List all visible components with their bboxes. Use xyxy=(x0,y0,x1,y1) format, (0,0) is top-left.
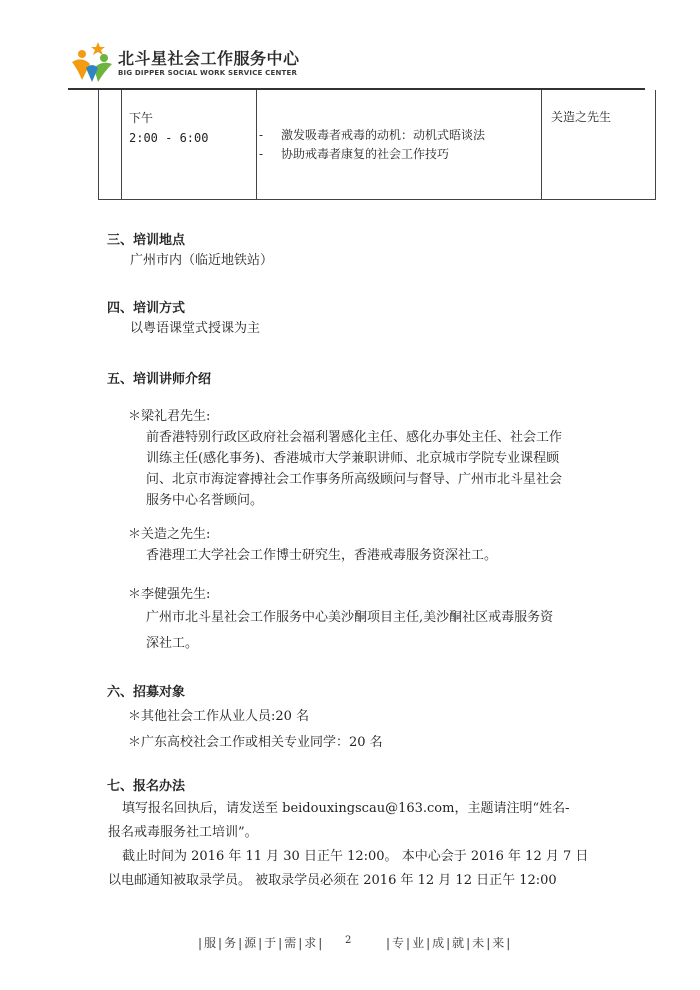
trainer-name: ＊关造之先生: xyxy=(128,527,211,542)
location-text: 广州市内（临近地铁站） xyxy=(130,253,274,268)
recruit-item: ＊广东高校社会工作或相关专业同学：20 名 xyxy=(128,735,383,750)
trainer-bio-line: 前香港特别行政区政府社会福利署感化主任、感化办事处主任、社会工作 xyxy=(146,430,563,445)
trainer-name: ＊李健强先生: xyxy=(128,587,211,602)
recruit-list xyxy=(128,704,383,756)
schedule-topics-cell xyxy=(259,126,485,164)
schedule-topic xyxy=(259,145,485,164)
trainer-bio-line: 香港理工大学社会工作博士研究生，香港戒毒服务资深社工。 xyxy=(146,548,498,563)
registration-line: 以电邮通知被取录学员。 被取录学员必须在 2016 年 12 月 12 日正午 12:00 xyxy=(108,873,557,888)
registration-line: 报名戒毒服务社工培训”。 xyxy=(108,825,258,840)
section-title-recruit: 六、招募对象 xyxy=(107,685,186,700)
page-header xyxy=(68,40,648,88)
org-name-cn: 北斗星社会工作服务中心 xyxy=(118,49,300,68)
topic-text: 激发吸毒者戒毒的动机：动机式晤谈法 xyxy=(281,128,486,142)
section-title-method: 四、培训方式 xyxy=(107,301,186,316)
registration-text xyxy=(108,797,628,893)
table-column-divider xyxy=(121,90,122,199)
trainer-bio-line: 深社工。 xyxy=(146,636,199,651)
topic-marker: - xyxy=(259,147,264,161)
registration-line: 填写报名回执后，请发送至 beidouxingscau@163.com，主题请注明“姓名- xyxy=(122,801,570,816)
org-name-en: BIG DIPPER SOCIAL WORK SERVICE CENTER xyxy=(118,69,298,77)
schedule-period: 下午 xyxy=(129,111,154,125)
topic-marker: - xyxy=(259,128,264,142)
schedule-topic xyxy=(259,126,485,145)
trainer-bio-line: 训练主任(感化事务)、香港城市大学兼职讲师、北京城市学院专业课程顾 xyxy=(146,451,560,466)
topic-text: 协助戒毒者康复的社会工作技巧 xyxy=(281,147,450,161)
schedule-time-cell xyxy=(129,108,208,148)
section-title-location: 三、培训地点 xyxy=(107,233,186,248)
schedule-speaker: 关造之先生 xyxy=(551,110,612,124)
trainer-bio-line: 广州市北斗星社会工作服务中心美沙酮项目主任,美沙酮社区戒毒服务资 xyxy=(146,610,554,625)
trainer-bio xyxy=(146,605,553,657)
section-title-trainers: 五、培训讲师介绍 xyxy=(107,372,212,387)
registration-line: 截止时间为 2016 年 11 月 30 日正午 12:00。 本中心会于 2016 年 12 月 7 日 xyxy=(122,849,589,864)
star-figures-logo-icon xyxy=(68,40,116,84)
section-title-registration: 七、报名办法 xyxy=(107,779,186,794)
recruit-item: ＊其他社会工作从业人员:20 名 xyxy=(128,709,310,724)
trainer-bio-line: 服务中心名誉顾问。 xyxy=(146,493,264,508)
footer-slogan-left: |服|务|源|于|需|求| xyxy=(198,936,325,950)
footer-slogan-right: |专|业|成|就|未|来| xyxy=(386,936,513,950)
schedule-time: 2:00 - 6:00 xyxy=(129,131,209,145)
trainer-bio-line: 问、北京市海淀睿搏社会工作事务所高级顾问与督导、广州市北斗星社会 xyxy=(146,472,563,487)
trainer-name: ＊梁礼君先生: xyxy=(128,409,211,424)
trainer-bio xyxy=(146,545,497,566)
trainer-bio xyxy=(146,427,562,511)
table-column-divider xyxy=(541,90,542,199)
page-number: 2 xyxy=(345,935,352,946)
table-column-divider xyxy=(256,90,257,199)
schedule-table xyxy=(98,90,656,200)
method-text: 以粤语课堂式授课为主 xyxy=(130,321,261,336)
